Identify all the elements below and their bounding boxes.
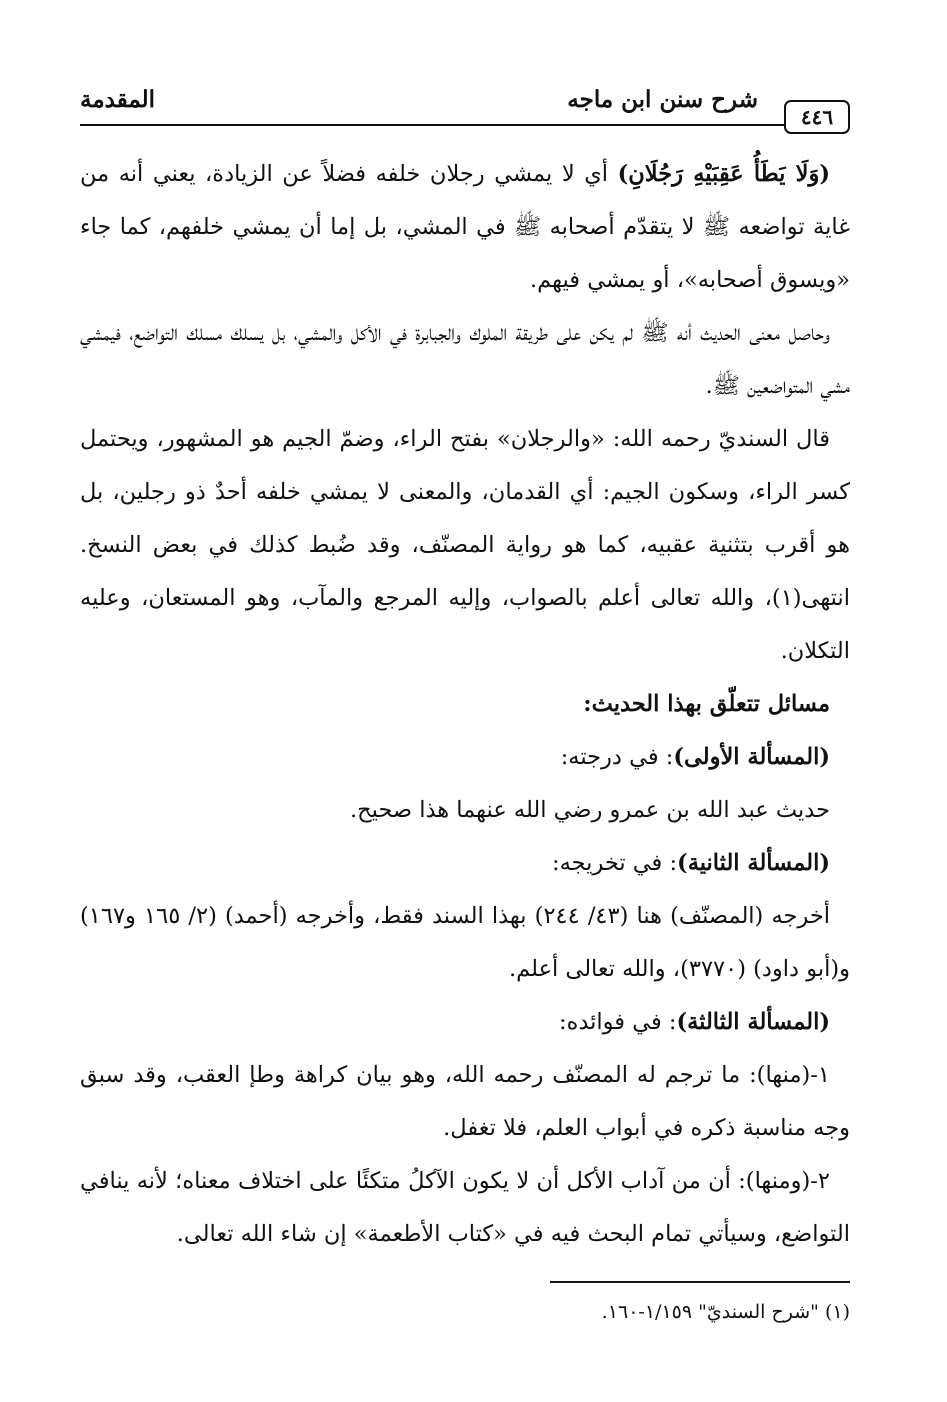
issue-3-point-2: ٢-(ومنها): أن من آداب الأكل أن لا يكون الآكلُ متكئًا على اختلاف معناه؛ لأنه ينافي التواضع، وسيأتي تمام البحث فيه في «كتاب الأطعمة» إن شاء الله تعالى. xyxy=(80,1168,850,1247)
footnote-divider xyxy=(550,1281,850,1283)
hadith-phrase: (وَلَا يَطَأُ عَقِبَيْهِ رَجُلَانِ) xyxy=(617,161,831,187)
issue-1-heading xyxy=(80,731,850,784)
issue-2-heading xyxy=(80,837,850,890)
page-body xyxy=(80,148,850,1335)
issue-1-text: حديث عبد الله بن عمرو رضي الله عنهما هذا صحيح. xyxy=(349,797,830,823)
paragraph-1 xyxy=(80,148,850,307)
issue-2-title: : في تخريجه: xyxy=(552,850,678,876)
book-page xyxy=(80,80,850,1323)
issue-3-label: (المسألة الثالثة) xyxy=(676,1009,830,1035)
section-title: المقدمة xyxy=(80,86,156,113)
paragraph-1-text: أي لا يمشي رجلان خلفه فضلاً عن الزيادة، يعني أنه من غاية تواضعه ﷺ لا يتقدّم أصحابه ﷺ في المشي، بل إما أن يمشي خلفهم، كما جاء «ويسوق أصحابه»، أو يمشي فيهم. xyxy=(80,161,850,293)
issue-1-label: (المسألة الأولى) xyxy=(673,744,830,770)
issue-2-label: (المسألة الثانية) xyxy=(677,850,830,876)
issue-2-text: أخرجه (المصنّف) هنا (٤٣/ ٢٤٤) بهذا السند فقط، وأخرجه (أحمد) (٢/ ١٦٥ و١٦٧) و(أبو داود) (٣٧٧٠)، والله تعالى أعلم. xyxy=(80,903,850,982)
footnote: (١) "شرح السنديّ" ١/١٥٩-١٦٠. xyxy=(601,1301,850,1323)
page-number: ٤٤٦ xyxy=(784,100,850,134)
paragraph-2: وحاصل معنى الحديث أنه ﷺ لم يكن على طريقة الملوك والجبابرة في الأكل والمشي، بل يسلك مسلك التواضع، فيمشي مشي المتواضعين ﷺ. xyxy=(80,320,850,399)
issue-3-point-1: ١-(منها): ما ترجم له المصنّف رحمه الله، وهو بيان كراهة وطإ العقب، وقد سبق وجه مناسبة ذكره في أبواب العلم، فلا تغفل. xyxy=(80,1062,850,1141)
issue-3-heading xyxy=(80,996,850,1049)
issue-3-title: : في فوائده: xyxy=(558,1009,677,1035)
book-title: شرح سنن ابن ماجه xyxy=(567,86,758,113)
issue-1-title: : في درجته: xyxy=(560,744,674,770)
issues-heading: مسائل تتعلّق بهذا الحديث: xyxy=(583,691,830,717)
paragraph-3: قال السنديّ رحمه الله: «والرجلان» بفتح الراء، وضمّ الجيم هو المشهور، ويحتمل كسر الراء، وسكون الجيم: أي القدمان، والمعنى لا يمشي خلفه أحدٌ ذو رجلين، بل هو أقرب بتثنية عقبيه، كما هو رواية المصنّف، وقد ضُبط كذلك في بعض النسخ. انتهى(١)، والله تعالى أعلم بالصواب، وإليه المرجع والمآب، وهو المستعان، وعليه التكلان. xyxy=(80,426,850,664)
page-header xyxy=(80,80,850,129)
